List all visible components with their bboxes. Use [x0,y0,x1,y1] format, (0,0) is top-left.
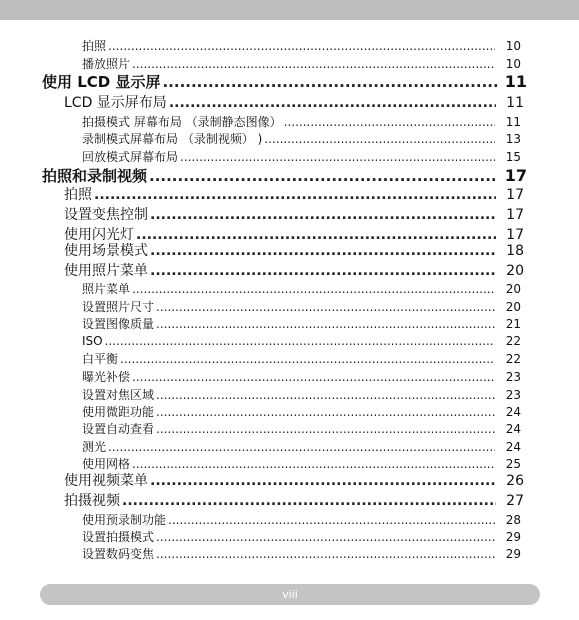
toc-entry[interactable] [82,38,521,54]
toc-entry-title: 回放模式屏幕布局 [82,150,179,164]
toc-entry-page: 22 [505,352,521,366]
toc-entry-page: 23 [505,388,521,402]
toc-entry-title: 拍照和录制视频 [42,167,148,185]
toc-entry[interactable] [82,351,521,367]
page-number: viii [282,588,298,601]
dot-leader [149,166,497,186]
toc-entry-page: 24 [505,422,521,436]
toc-entry-title: 设置拍摄模式 [82,530,155,544]
toc-entry-page: 25 [505,457,521,471]
toc-entry-page: 21 [505,317,521,331]
toc-entry[interactable] [82,299,521,315]
dot-leader [108,38,495,54]
dot-leader [150,472,496,490]
toc-entry-title: 使用闪光灯 [64,227,134,243]
toc-entry-page: 29 [505,530,521,544]
dot-leader [156,529,495,545]
toc-entry-title: LCD 显示屏布局 [64,95,167,111]
toc-section-entry[interactable] [64,206,524,224]
toc-entry-page: 17 [506,187,524,203]
toc-entry-page: 17 [506,227,524,243]
toc-entry-page: 11 [505,115,521,129]
dot-leader [122,492,496,510]
toc-entry[interactable] [82,333,521,349]
toc-entry-page: 27 [506,493,524,509]
toc-entry-page: 24 [505,405,521,419]
toc-section-entry[interactable] [64,262,524,280]
toc-entry-page: 13 [505,132,521,146]
toc-entry-title: 使用视频菜单 [64,473,148,489]
toc-entry-title: 拍照 [64,187,92,203]
dot-leader [156,316,495,332]
toc-entry-title: 使用 LCD 显示屏 [42,73,161,91]
toc-entry-page: 10 [505,39,521,53]
toc-entry-page: 23 [505,370,521,384]
dot-leader [132,456,495,472]
toc-entry-page: 11 [504,72,527,91]
toc-section-entry[interactable] [64,186,524,204]
toc-entry-page: 28 [505,513,521,527]
toc-entry-title: 设置变焦控制 [64,207,148,223]
toc-section-entry[interactable] [64,242,524,260]
toc-chapter-entry[interactable] [42,72,527,92]
dot-leader [156,546,495,562]
toc-entry[interactable] [82,114,521,130]
toc-entry[interactable] [82,149,521,165]
dot-leader [156,421,495,437]
toc-entry-page: 18 [506,243,524,259]
toc-entry-page: 15 [505,150,521,164]
toc-entry-title: 拍照 [82,39,107,53]
toc-entry-page: 10 [505,57,521,71]
toc-entry-title: 使用照片菜单 [64,263,148,279]
toc-entry-title: 拍摄模式 屏幕布局 （录制静态图像） [82,115,282,129]
toc-entry-title: 设置对焦区域 [82,388,155,402]
toc-entry-title: 照片菜单 [82,282,131,296]
toc-entry[interactable] [82,456,521,472]
dot-leader [150,206,496,224]
toc-entry-page: 17 [506,207,524,223]
toc-entry-page: 20 [506,263,524,279]
toc-section-entry[interactable] [64,492,524,510]
toc-section-entry[interactable] [64,94,524,112]
toc-entry-title: 白平衡 [82,352,119,366]
toc-entry-title: 播放照片 [82,57,131,71]
dot-leader [156,387,495,403]
footer-bar [40,584,540,605]
toc-entry[interactable] [82,404,521,420]
toc-entry[interactable] [82,421,521,437]
toc-entry-title: 录制模式屏幕布局 （录制视频） ) [82,132,263,146]
toc-entry[interactable] [82,281,521,297]
dot-leader [132,281,495,297]
dot-leader [132,369,495,385]
dot-leader [162,72,497,92]
toc-entry-title: 设置数码变焦 [82,547,155,561]
toc-entry-page: 11 [506,95,524,111]
toc-entry-title: 使用微距功能 [82,405,155,419]
dot-leader [264,131,495,147]
dot-leader [94,186,496,204]
toc-entry-page: 24 [505,440,521,454]
toc-chapter-entry[interactable] [42,166,527,186]
dot-leader [156,299,495,315]
toc-entry[interactable] [82,546,521,562]
toc-entry[interactable] [82,439,521,455]
toc-entry-page: 26 [506,473,524,489]
dot-leader [150,262,496,280]
toc-entry-title: 曝光补偿 [82,370,131,384]
toc-entry-page: 20 [505,282,521,296]
toc-entry[interactable] [82,369,521,385]
toc-entry[interactable] [82,387,521,403]
toc-entry-title: 设置照片尺寸 [82,300,155,314]
toc-entry-title: ISO [82,334,103,348]
toc-entry-page: 17 [504,166,527,185]
toc-section-entry[interactable] [64,472,524,490]
dot-leader [120,351,495,367]
toc-entry-title: 使用场景模式 [64,243,148,259]
dot-leader [132,56,495,72]
toc-entry[interactable] [82,529,521,545]
dot-leader [156,404,495,420]
dot-leader [168,512,495,528]
dot-leader [105,333,495,349]
toc-entry-title: 使用预录制功能 [82,513,167,527]
toc-entry[interactable] [82,316,521,332]
dot-leader [180,149,495,165]
toc-entry-page: 29 [505,547,521,561]
toc-entry[interactable] [82,131,521,147]
toc-entry-page: 22 [505,334,521,348]
toc-entry[interactable] [82,512,521,528]
toc-entry-title: 设置图像质量 [82,317,155,331]
dot-leader [150,242,496,260]
toc-entry-page: 20 [505,300,521,314]
dot-leader [284,114,495,130]
toc-entry-title: 设置自动查看 [82,422,155,436]
toc-entry-title: 使用网格 [82,457,131,471]
dot-leader [169,94,496,112]
toc-entry-title: 拍摄视频 [64,493,120,509]
dot-leader [108,439,495,455]
toc-entry[interactable] [82,56,521,72]
toc-entry-title: 测光 [82,440,107,454]
